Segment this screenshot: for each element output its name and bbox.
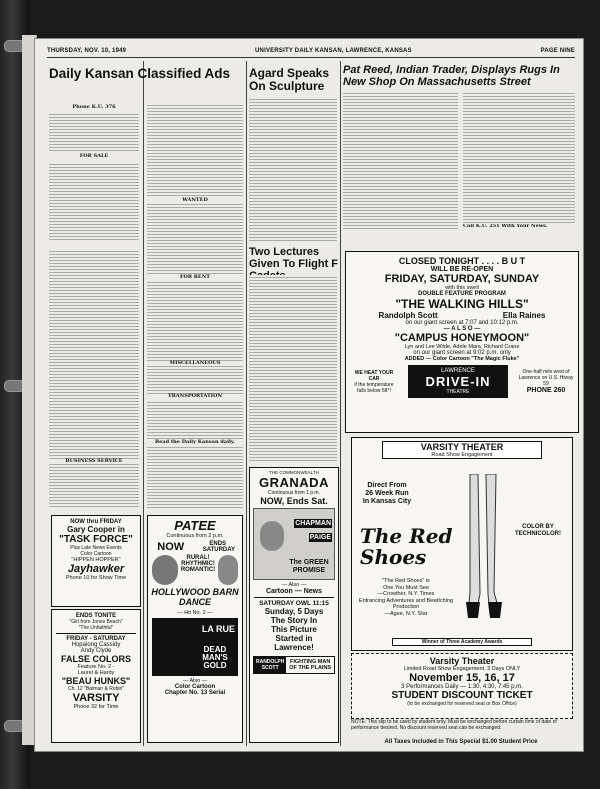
redshoes-quote3: —Crowther, N.Y. Times: [377, 591, 435, 597]
redshoes-quote4: Entrancing Adventures and Bewitching Production: [358, 597, 454, 610]
patee-serial: Chapter No. 13 Serial: [164, 690, 226, 696]
drivein-phone: PHONE 260: [526, 387, 566, 394]
drivein-heat1: WE HEAT YOUR CAR: [354, 369, 394, 382]
classified-listings-2: [49, 249, 139, 509]
agard-article-text: [249, 97, 337, 243]
granada-star1: CHAPMAN: [295, 520, 331, 527]
redshoes-direct2: 26 Week Run: [365, 490, 409, 497]
classified-column-2: [147, 103, 243, 508]
student-discount-coupon[interactable]: [351, 653, 573, 719]
granada-now: NOW, Ends Sat.: [260, 496, 328, 506]
dead-mans-gold-art: [152, 618, 238, 676]
drive-in-ad: [345, 251, 579, 433]
star-photo: [152, 555, 178, 585]
varsity-days: FRIDAY - SATURDAY: [66, 636, 126, 642]
patee-tag2: RHYTHMIC!: [181, 561, 215, 567]
redshoes-theatre: VARSITY THEATER: [420, 442, 504, 452]
heat-notice: [350, 370, 398, 394]
coupon-ticket: STUDENT DISCOUNT TICKET: [391, 690, 533, 701]
coupon-note: NOTE: This slip to be used by student only. Must be exchanged before curtain time of date of performance desired. No discount reserved seat can be exchanged.: [351, 719, 557, 731]
patee-cartoon: Color Cartoon: [174, 684, 216, 690]
coupon-tax: All Taxes Included in This Special $1.00 Student Price: [384, 739, 538, 745]
drivein-lawrence: LAWRENCE: [441, 368, 475, 374]
granada-star2: PAIGE: [309, 534, 331, 541]
patee-tag1: RURAL!: [186, 555, 210, 561]
newspaper-page: [34, 38, 584, 752]
lectures-headline: Two Lectures Given To Flight F: [249, 246, 339, 270]
patee-movie: HOLLYWOOD BARN DANCE: [151, 587, 239, 607]
jayhawker-extra2: Color Cartoon: [80, 551, 112, 557]
granada-story2: This Picture: [271, 625, 317, 634]
granada-story4: Lawrence!: [274, 643, 314, 652]
coupon-dates: November 15, 16, 17: [409, 672, 515, 684]
drivein-stars2: Lyn and Lee Wilde, Adele Mara, Richard Crane: [404, 344, 520, 350]
classified-rates-text: [49, 112, 139, 152]
drivein-star2: Ella Raines: [502, 311, 546, 320]
varsity-theatre: VARSITY: [72, 692, 120, 704]
classified-read-daily: Read the Daily Kansan daily.: [147, 440, 243, 445]
redshoes-quote5: —Agee, N.Y. Star: [384, 610, 428, 617]
varsity-small-ad: [51, 609, 141, 743]
classified-headline: Daily Kansan Classified Ads: [49, 66, 231, 81]
jayhawker-ad: [51, 515, 141, 607]
jayhawker-star: Gary Cooper in: [67, 525, 125, 534]
drivein-double: DOUBLE FEATURE PROGRAM: [418, 291, 506, 297]
drivein-closed: CLOSED TONIGHT . . . . B U T: [398, 256, 526, 266]
varsity-stars2: Laurel & Hardy: [77, 670, 115, 676]
tonite-line3: "The Unfaithful": [78, 625, 114, 631]
patee-hit2: — Hit No. 2 —: [177, 610, 213, 616]
patee-movie2: DEAD MAN'S GOLD: [202, 645, 228, 670]
varsity-movie1: FALSE COLORS: [60, 654, 131, 664]
redshoes-movie: The Red Shoes: [360, 524, 453, 569]
drivein-heat2: if the temperature falls below 58°!: [354, 381, 394, 394]
granada-continuous: Continuous from 1 p.m.: [268, 490, 320, 496]
granada-cartoon: Cartoon — News: [265, 588, 322, 595]
masthead: [47, 45, 575, 58]
ballerina-legs-illustration: [456, 474, 512, 620]
varsity-star1: Hopalong Cassidy: [71, 642, 121, 648]
patee-ad: [147, 515, 243, 743]
granada-also: — Also —: [281, 582, 307, 588]
drivein-added: ADDED — Color Cartoon "The Magic Fluke": [404, 356, 520, 362]
coupon-theatre: Varsity Theater: [429, 656, 495, 666]
jayhawker-theatre: Jayhawker: [67, 563, 125, 575]
jayhawker-now: NOW thru FRIDAY: [70, 519, 122, 525]
drivein-swell: with this swell: [445, 285, 479, 291]
jayhawker-extra1: Plus Late News Events: [70, 545, 122, 551]
column-rule: [246, 61, 247, 746]
tonite-line2: "Girl from Jones Beach": [69, 619, 123, 625]
rug-article-col1: [343, 91, 458, 231]
drivein-days: FRIDAY, SATURDAY, SUNDAY: [384, 273, 540, 285]
redshoes-quote2: One You Must See: [383, 584, 429, 591]
column-rule: [340, 61, 341, 746]
drivein-loc: One-half mile west of Lawrence on U.S. Hiway 59: [518, 369, 574, 387]
drivein-screen2: on our giant screen at 9:02 p.m. only: [413, 350, 511, 356]
redshoes-road: Road Show Engagement: [431, 452, 493, 458]
classified-for-rent: FOR RENT: [147, 275, 243, 280]
varsity-phone: Phone 32 for Time: [73, 704, 119, 710]
classified-wanted: WANTED: [147, 198, 243, 203]
granada-star3: RANDOLPH SCOTT: [256, 659, 285, 671]
redshoes-quote1: "The Red Shoes" is: [382, 578, 430, 584]
classified-phone: Phone K.U. 376: [72, 104, 116, 110]
classified-listings: [49, 162, 139, 242]
patee-also: — Also —: [182, 678, 208, 684]
patee-theatre: PATEE: [174, 518, 216, 533]
red-shoes-ad: [351, 437, 573, 651]
varsity-feature: Feature No. 2 -: [77, 664, 115, 670]
paper-name: UNIVERSITY DAILY KANSAN, LAWRENCE, KANSAS: [255, 48, 412, 54]
redshoes-winner: Winner of Three Academy Awards: [392, 638, 532, 646]
page-number: PAGE NINE: [540, 48, 575, 54]
granada-header: THE COMMONWEALTH: [269, 470, 319, 475]
drivein-movie1: "THE WALKING HILLS": [395, 297, 529, 311]
tonite-line1: ENDS TONITE: [75, 613, 117, 619]
patee-tag3: ROMANTIC!: [180, 567, 216, 573]
divider: [56, 633, 136, 634]
classified-column-1: [49, 103, 139, 243]
star-photo: [260, 521, 284, 551]
green-promise-art: [253, 508, 335, 580]
granada-sunday: Sunday, 5 Days: [264, 607, 324, 616]
granada-movie: The GREEN PROMISE: [289, 559, 329, 574]
granada-story1: The Story In: [270, 616, 318, 625]
rug-headline: Pat Reed, Indian Trader, Displays Rugs In New Shop On Massachusetts Street: [343, 64, 560, 88]
granada-ad: [249, 467, 339, 743]
granada-story3: Started in: [275, 634, 313, 643]
jayhawker-time: Phone 10 for Show Time: [65, 575, 127, 581]
issue-date: THURSDAY, NOV. 10, 1949: [47, 48, 127, 54]
granada-movie2: FIGHTING MAN OF THE PLAINS: [289, 659, 332, 671]
divider: [254, 597, 334, 598]
rug-call-line: Call K.U. 251 With Your News.: [463, 224, 548, 229]
varsity-movie2: "BEAU HUNKS": [61, 676, 131, 686]
coupon-limited: Limited Road Show Engagement, 3 Days ONLY: [403, 666, 521, 672]
coupon-perf: 3 Performances Daily — 1:30, 4:30, 7:45 p.m.: [401, 684, 523, 690]
star-photo: [218, 555, 238, 585]
varsity-star2: Andy Clyde: [80, 648, 112, 654]
classified-transport: TRANSPORTATION: [147, 394, 243, 399]
column-rule: [143, 61, 144, 746]
drivein-theatre: THEATRE: [446, 389, 470, 395]
agard-headline: Agard Speaks On Sculpture: [249, 66, 330, 93]
patee-continuous: Continuous from 2 p.m.: [166, 533, 224, 539]
drivein-star1: Randolph Scott: [378, 311, 438, 320]
drivein-movie2: "CAMPUS HONEYMOON": [394, 332, 530, 344]
varsity-serial: Ch. 12 "Batman & Robin": [67, 686, 125, 692]
redshoes-direct3: In Kansas City: [362, 498, 412, 505]
drivein-name: DRIVE-IN: [425, 374, 491, 389]
patee-star2: LA RUE: [201, 624, 235, 634]
drivein-location: [518, 369, 574, 394]
redshoes-color: COLOR BY TECHNICOLOR!: [515, 524, 561, 537]
jayhawker-movie: "TASK FORCE": [59, 534, 133, 545]
granada-theatre: GRANADA: [259, 475, 329, 490]
drivein-screen1: on our giant screen at 7:07 and 10:12 p.m.: [405, 320, 519, 326]
patee-ends: ENDS SATURDAY: [202, 541, 236, 553]
drivein-also: — A L S O —: [443, 326, 481, 332]
classified-misc: MISCELLANEOUS: [147, 361, 243, 366]
lectures-article-text: [249, 275, 337, 463]
drivein-logo: [408, 365, 508, 398]
drivein-reopen: WILL BE RE-OPEN: [430, 266, 494, 273]
granada-owl: SATURDAY OWL 11:15: [259, 600, 329, 607]
rug-article-col2: [463, 91, 575, 223]
classified-business: BUSINESS SERVICE: [49, 459, 139, 464]
classified-for-sale: FOR SALE: [79, 153, 109, 160]
jayhawker-extra3: "HIPPEN HOPPER": [71, 557, 121, 563]
redshoes-direct1: Direct From: [367, 482, 407, 489]
coupon-exchange: (to be exchanged for reserved seat or Box Office): [407, 701, 517, 707]
patee-now: NOW: [157, 541, 185, 553]
